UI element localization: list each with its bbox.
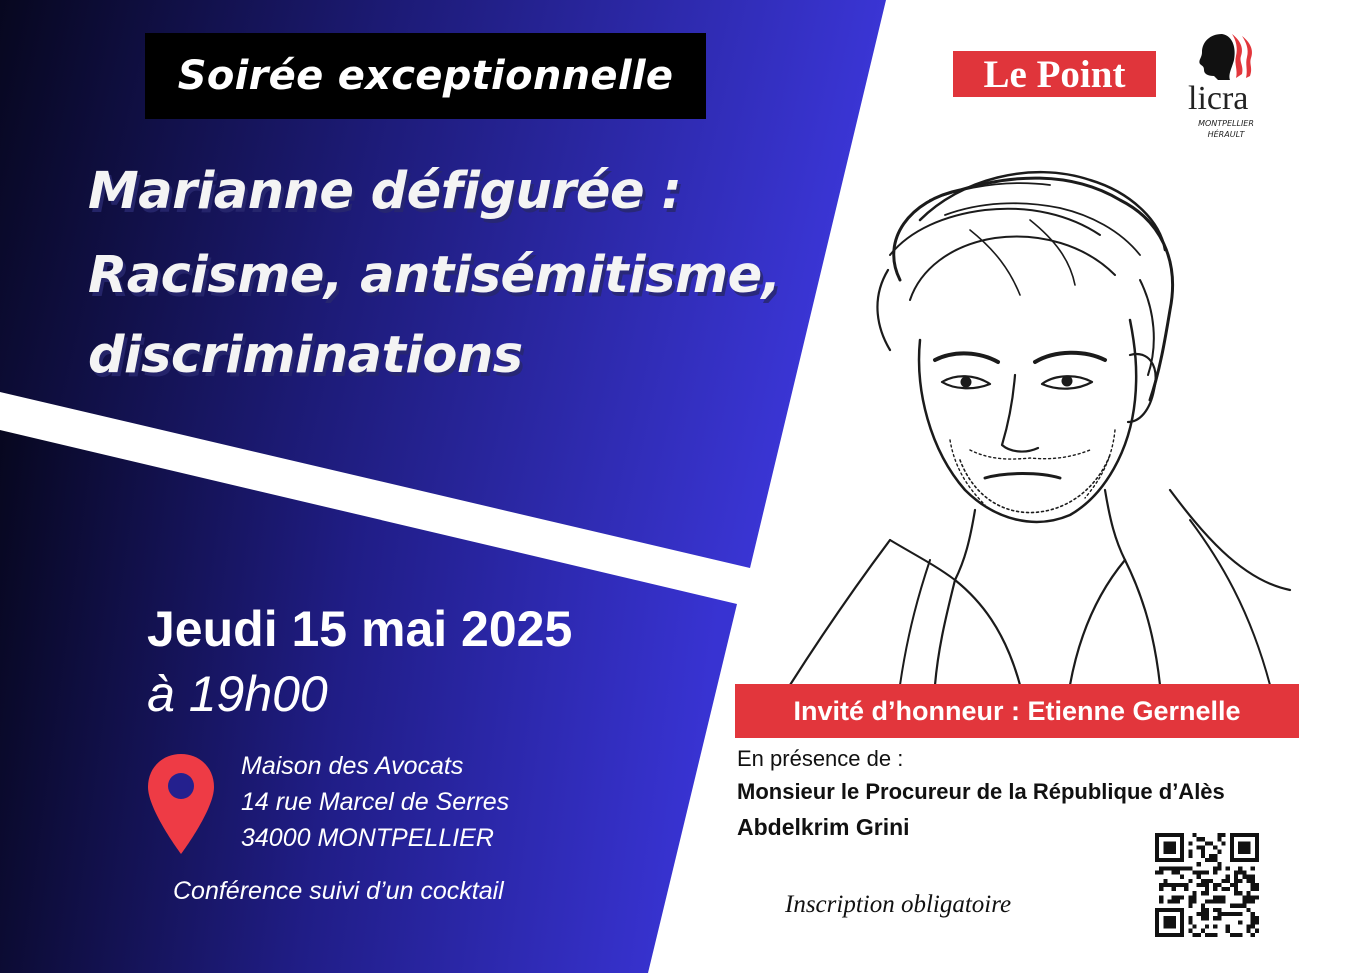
prosecutor-title: Monsieur le Procureur de la République d’Alès (737, 779, 1225, 804)
event-title-line-3: discriminations (88, 326, 523, 385)
registration-label: Inscription obligatoire (785, 891, 1012, 918)
le-point-logo: Le Point (953, 51, 1156, 97)
event-title-line-1: Marianne défigurée : (88, 162, 682, 221)
event-title-line-2: Racisme, antisémitisme, (88, 246, 781, 305)
venue-street: 14 rue Marcel de Serres (241, 788, 510, 816)
licra-logo-text: licra (1188, 80, 1249, 117)
event-date: Jeudi 15 mai 2025 (147, 601, 573, 657)
guest-of-honor-banner: Invité d’honneur : Etienne Gernelle (735, 684, 1299, 738)
guest-portrait-illustration (770, 160, 1310, 685)
presence-label: En présence de : (737, 746, 904, 771)
licra-profile-icon (1192, 30, 1264, 82)
event-type-badge: Soirée exceptionnelle (145, 33, 706, 119)
venue-city: 34000 MONTPELLIER (241, 824, 494, 852)
licra-logo-subtitle: MONTPELLIER HÉRAULT (1198, 119, 1254, 139)
event-note: Conférence suivi d’un cocktail (173, 877, 504, 905)
registration-qr-code[interactable] (1155, 833, 1259, 937)
map-pin-icon (146, 752, 216, 856)
prosecutor-name: Abdelkrim Grini (737, 814, 910, 840)
event-time: à 19h00 (147, 666, 328, 722)
venue-name: Maison des Avocats (241, 752, 464, 780)
